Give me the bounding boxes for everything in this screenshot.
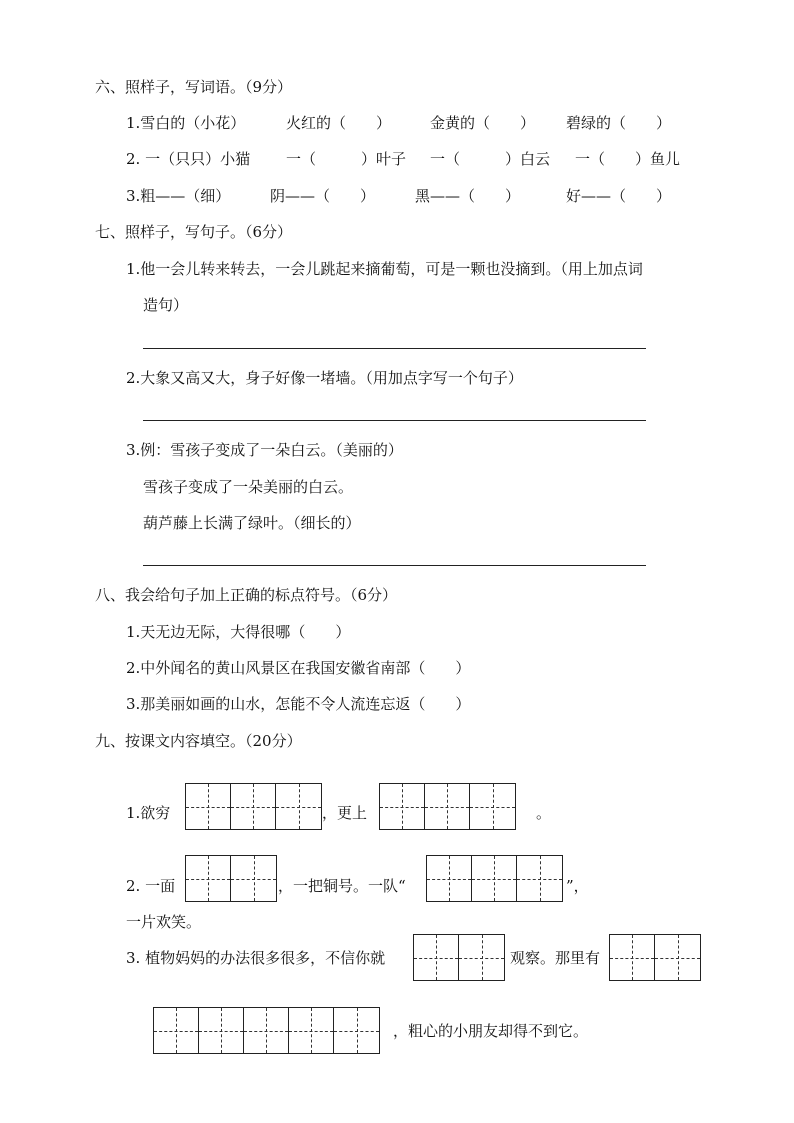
- section-7-title: 七、照样子，写句子。（6分）: [95, 223, 293, 241]
- section-6-row3-item3: 黑——（ ）: [415, 187, 521, 205]
- section-9-q1-suffix: 。: [536, 804, 552, 822]
- grid-cell[interactable]: [459, 935, 504, 980]
- section-8-title: 八、我会给句子加上正确的标点符号。（6分）: [95, 586, 398, 604]
- section-9-q2-grid-b[interactable]: [426, 855, 563, 902]
- section-9-q2-middle: ，一把铜号。一队“: [278, 877, 406, 895]
- section-9-q3-grid-c[interactable]: [153, 1007, 380, 1054]
- section-6-row1-item1: 1.雪白的（小花）: [126, 114, 246, 132]
- grid-cell[interactable]: [472, 856, 517, 901]
- section-6-row2-item4: 一（ ）鱼儿: [575, 150, 681, 168]
- section-8-q3: 3.那美丽如画的山水，怎能不令人流连忘返（ ）: [126, 695, 471, 713]
- grid-cell[interactable]: [289, 1008, 334, 1053]
- section-7-q1-line1: 1.他一会儿转来转去，一会儿跳起来摘葡萄，可是一颗也没摘到。（用上加点词: [126, 260, 643, 278]
- section-6-row2-item2: 一（ ）叶子: [286, 150, 407, 168]
- section-7-q3-line2: 雪孩子变成了一朵美丽的白云。: [143, 478, 354, 496]
- section-9-q3-suffix: ，粗心的小朋友却得不到它。: [393, 1022, 589, 1040]
- grid-cell[interactable]: [414, 935, 459, 980]
- section-9-q1-prefix: 1.欲穷: [126, 804, 171, 822]
- grid-cell[interactable]: [517, 856, 562, 901]
- section-6-row1-item2: 火红的（ ）: [286, 114, 392, 132]
- section-8-q1: 1.天无边无际，大得很哪（ ）: [126, 623, 351, 641]
- section-6-row1-item3: 金黄的（ ）: [430, 114, 536, 132]
- section-9-q2-prefix: 2. 一面: [126, 877, 176, 895]
- section-6-row2-item3: 一（ ）白云: [430, 150, 551, 168]
- grid-cell[interactable]: [427, 856, 472, 901]
- grid-cell[interactable]: [244, 1008, 289, 1053]
- section-9-q3-grid-a[interactable]: [413, 934, 505, 981]
- grid-cell[interactable]: [276, 784, 321, 829]
- section-9-q3-middle: 观察。那里有: [510, 949, 601, 967]
- section-9-title: 九、按课文内容填空。（20分）: [95, 732, 302, 750]
- section-9-q1-grid-a[interactable]: [185, 783, 322, 830]
- section-9-q3-prefix: 3. 植物妈妈的办法很多很多，不信你就: [126, 949, 386, 967]
- section-7-q2: 2.大象又高又大，身子好像一堵墙。（用加点字写一个句子）: [126, 369, 523, 387]
- grid-cell[interactable]: [231, 784, 276, 829]
- section-6-row1-item4: 碧绿的（ ）: [566, 114, 672, 132]
- grid-cell[interactable]: [425, 784, 470, 829]
- section-9-q2-line2: 一片欢笑。: [126, 913, 202, 931]
- grid-cell[interactable]: [334, 1008, 379, 1053]
- section-6-row2-item1: 2. 一（只只）小猫: [126, 150, 251, 168]
- section-7-q3-answer-line[interactable]: [143, 565, 646, 566]
- section-6-row3-item2: 阴——（ ）: [270, 187, 376, 205]
- section-9-q2-grid-a[interactable]: [185, 855, 277, 902]
- grid-cell[interactable]: [186, 784, 231, 829]
- section-6-title: 六、照样子，写词语。（9分）: [95, 78, 293, 96]
- section-9-q2-suffix: ”，: [566, 877, 589, 895]
- section-7-q2-answer-line[interactable]: [143, 420, 646, 421]
- section-7-q1-answer-line[interactable]: [143, 348, 646, 349]
- section-8-q2: 2.中外闻名的黄山风景区在我国安徽省南部（ ）: [126, 659, 471, 677]
- grid-cell[interactable]: [655, 935, 700, 980]
- section-9-q3-grid-b[interactable]: [609, 934, 701, 981]
- section-6-row3-item1: 3.粗——（细）: [126, 187, 231, 205]
- section-7-q3-line3: 葫芦藤上长满了绿叶。（细长的）: [143, 514, 361, 532]
- grid-cell[interactable]: [470, 784, 515, 829]
- section-9-q1-grid-b[interactable]: [379, 783, 516, 830]
- grid-cell[interactable]: [380, 784, 425, 829]
- grid-cell[interactable]: [199, 1008, 244, 1053]
- section-7-q1-line2: 造句）: [143, 296, 189, 314]
- grid-cell[interactable]: [610, 935, 655, 980]
- grid-cell[interactable]: [231, 856, 276, 901]
- section-9-q1-middle: ，更上: [322, 804, 368, 822]
- grid-cell[interactable]: [154, 1008, 199, 1053]
- section-6-row3-item4: 好——（ ）: [566, 187, 672, 205]
- section-7-q3-line1: 3.例：雪孩子变成了一朵白云。（美丽的）: [126, 441, 403, 459]
- grid-cell[interactable]: [186, 856, 231, 901]
